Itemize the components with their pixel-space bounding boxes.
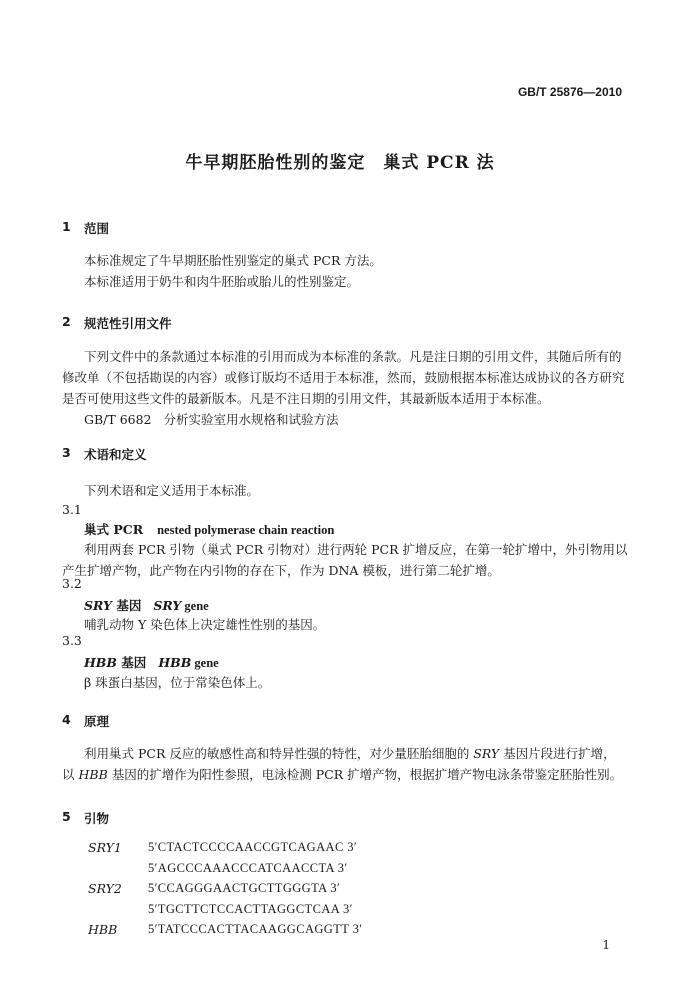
principle-text-1: 利用巢式 PCR 反应的敏感性高和特异性强的特性，对少量胚胎细胞的 xyxy=(84,746,474,761)
section-2-number: 2 xyxy=(62,314,71,329)
term-3-3-number: 3.3 xyxy=(62,633,82,648)
term-3-3-en-suffix: gene xyxy=(191,656,219,670)
term-3-2-en-suffix: gene xyxy=(181,599,209,613)
primer-sequence: 5′TGCTTCTCCACTTAGGCTCAA 3′ xyxy=(148,902,353,916)
term-3-1-definition: 利用两套 PCR 引物（巢式 PCR 引物对）进行两轮 PCR 扩增反应，在第一轮扩增中，外引物用以产生扩增产物，此产物在内引物的存在下，作为 DNA 模板，进行第二轮扩增。 xyxy=(62,542,628,578)
principle-gene-hbb: HBB xyxy=(78,767,108,782)
primer-name: HBB xyxy=(88,922,118,937)
section-5-heading: 引物 xyxy=(84,811,110,826)
primer-sequence: 5′TATCCCACTTACAAGGCAGGTT 3′ xyxy=(148,922,363,936)
primer-sequence: 5′CTACTCCCCAACCGTCAGAAC 3′ xyxy=(148,840,357,854)
reference-title: 分析实验室用水规格和试验方法 xyxy=(163,412,339,427)
term-3-2-definition: 哺乳动物 Y 染色体上决定雄性性别的基因。 xyxy=(84,617,326,632)
term-3-3-heading xyxy=(84,653,219,671)
section-1-paragraph-1: 本标准规定了牛早期胚胎性别鉴定的巢式 PCR 方法。 xyxy=(84,253,382,268)
term-3-2-number: 3.2 xyxy=(62,576,82,591)
section-4-number: 4 xyxy=(62,712,71,727)
section-4-paragraph xyxy=(62,743,628,785)
term-3-3-gene: HBB xyxy=(84,655,117,670)
standard-number: GB/T 25876—2010 xyxy=(517,85,622,99)
reference-code: GB/T 6682 xyxy=(84,412,152,427)
term-3-2-cn-suffix: 基因 xyxy=(111,598,142,613)
term-3-3-gene-en: HBB xyxy=(158,655,192,670)
section-5-number: 5 xyxy=(62,809,71,824)
document-title: 牛早期胚胎性别的鉴定 巢式 PCR 法 xyxy=(185,153,495,173)
primer-sequence: 5′CCAGGGAACTGCTTGGGTA 3′ xyxy=(148,881,341,895)
term-3-2-gene-en: SRY xyxy=(153,598,182,613)
term-3-1-en: nested polymerase chain reaction xyxy=(157,523,335,537)
primer-name: SRY1 xyxy=(88,840,122,855)
term-3-3-definition: β 珠蛋白基因，位于常染色体上。 xyxy=(84,675,271,690)
term-3-2-gene: SRY xyxy=(84,598,112,613)
primer-name: SRY2 xyxy=(88,881,122,896)
normative-reference xyxy=(84,410,339,428)
section-2-heading: 规范性引用文件 xyxy=(84,316,172,331)
section-3-heading: 术语和定义 xyxy=(84,447,147,462)
primer-sequence: 5′AGCCCAAACCCATCAACCTA 3′ xyxy=(148,861,348,875)
page-number: 1 xyxy=(602,938,610,952)
term-3-1-heading xyxy=(84,520,334,538)
principle-text-2: 基因片段进行扩增，以 xyxy=(62,746,616,782)
section-3-number: 3 xyxy=(62,445,71,460)
section-3-intro: 下列术语和定义适用于本标准。 xyxy=(84,483,260,498)
section-1-paragraph-2: 本标准适用于奶牛和肉牛胚胎或胎儿的性别鉴定。 xyxy=(84,274,360,289)
term-3-1-cn: 巢式 PCR xyxy=(84,522,144,537)
principle-gene-sry: SRY xyxy=(473,746,500,761)
term-3-2-heading xyxy=(84,596,209,614)
principle-text-3: 基因的扩增作为阳性参照，电泳检测 PCR 扩增产物，根据扩增产物电泳条带鉴定胚胎性别。 xyxy=(107,767,623,782)
section-1-heading: 范围 xyxy=(84,221,110,236)
term-3-3-cn-suffix: 基因 xyxy=(116,655,147,670)
section-2-paragraph: 下列文件中的条款通过本标准的引用而成为本标准的条款。凡是注日期的引用文件，其随后所有的修改单（不包括勘误的内容）或修订版均不适用于本标准，然而，鼓励根据本标准达成协议的各方研究是否可使用这些文件的最新版本。凡是不注日期的引用文件，其最新版本适用于本标准。 xyxy=(62,349,625,406)
term-3-1-number: 3.1 xyxy=(62,502,82,517)
section-1-number: 1 xyxy=(62,219,71,234)
section-4-heading: 原理 xyxy=(84,714,110,729)
